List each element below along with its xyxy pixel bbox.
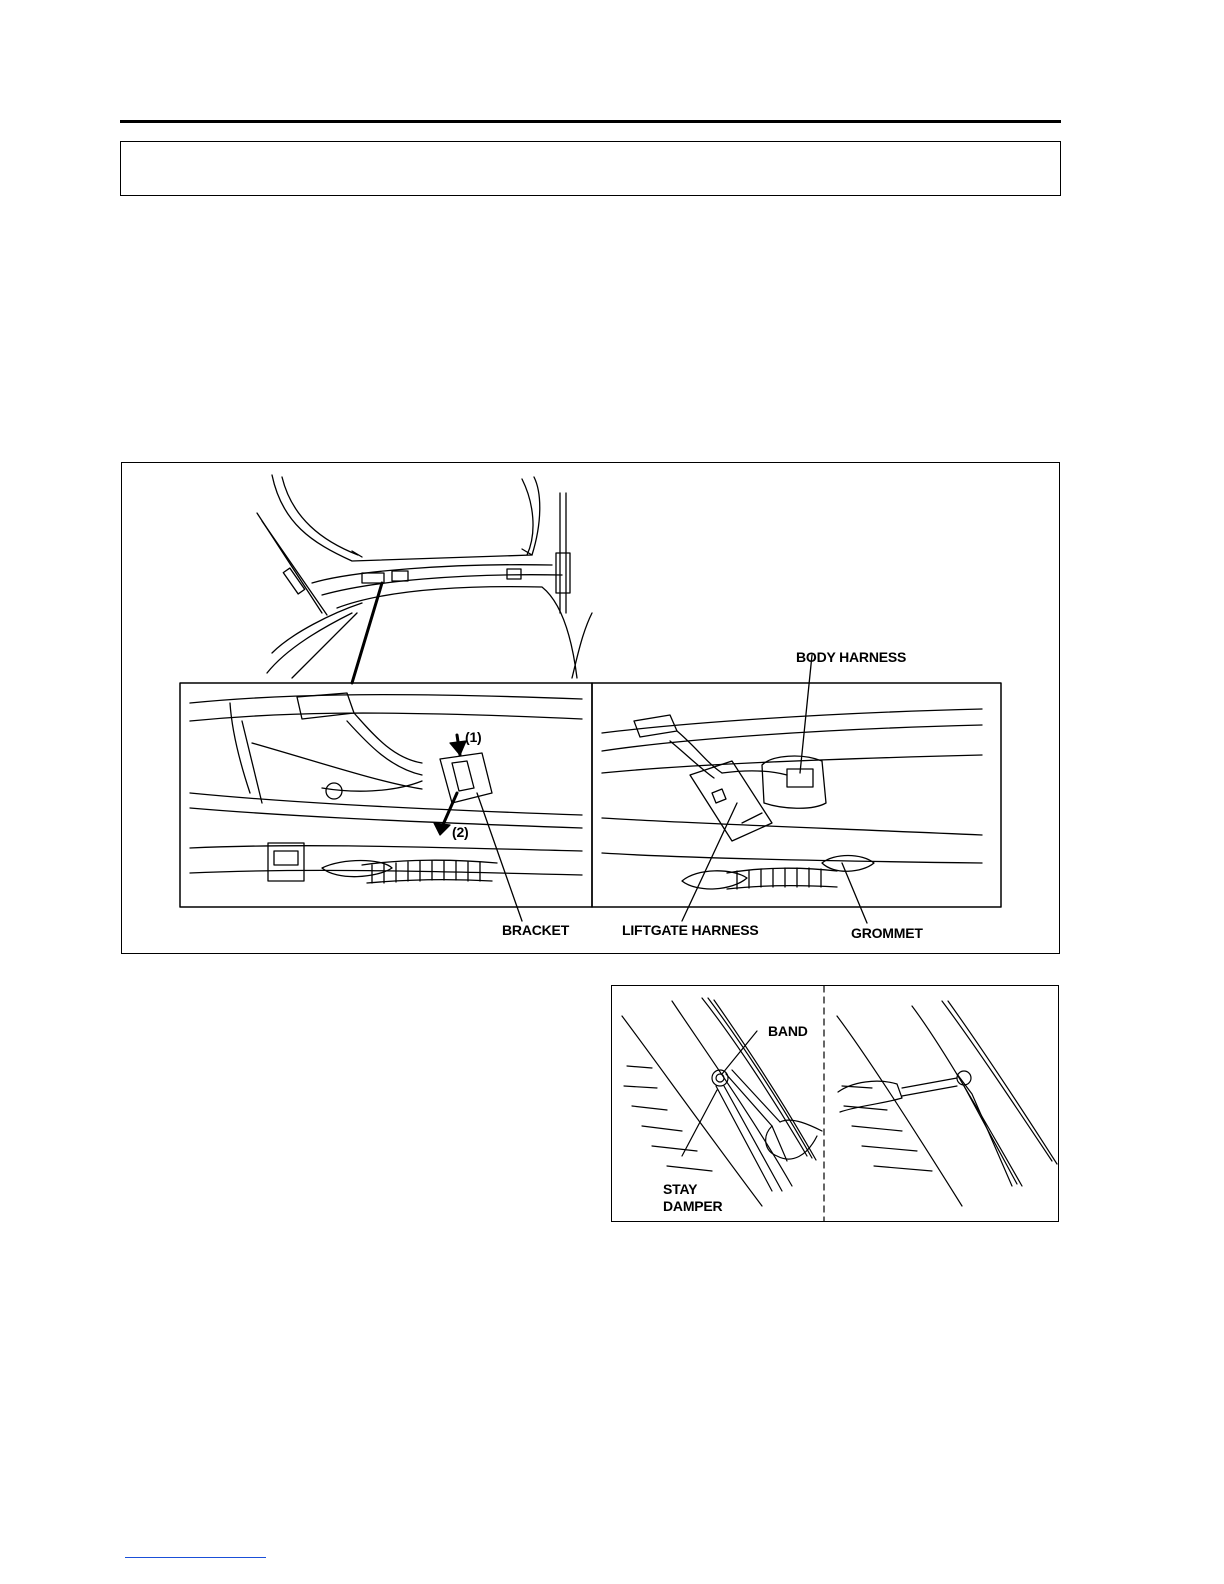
stay-damper-label-line1: STAY [663,1181,698,1197]
header-rule [120,120,1061,123]
grommet-detail-drawing [602,655,982,923]
liftgate-harness-illustration [122,463,1059,953]
footer-link-underline[interactable] [125,1557,266,1558]
bracket-label: BRACKET [502,922,570,938]
stay-damper-figure [611,985,1059,1222]
grommet-label: GROMMET [851,925,923,941]
liftgate-harness-label: LIFTGATE HARNESS [622,922,759,938]
section-title-box [120,141,1061,196]
liftgate-overview-drawing [257,475,592,683]
stay-damper-label-line2: DAMPER [663,1198,723,1214]
band-label: BAND [768,1023,808,1039]
step-2-label: (2) [452,824,469,840]
liftgate-harness-figure [121,462,1060,954]
step-1-label: (1) [465,729,482,745]
band-removal-right-drawing [837,1001,1057,1206]
body-harness-label: BODY HARNESS [796,649,907,665]
bracket-detail-drawing [190,693,582,921]
